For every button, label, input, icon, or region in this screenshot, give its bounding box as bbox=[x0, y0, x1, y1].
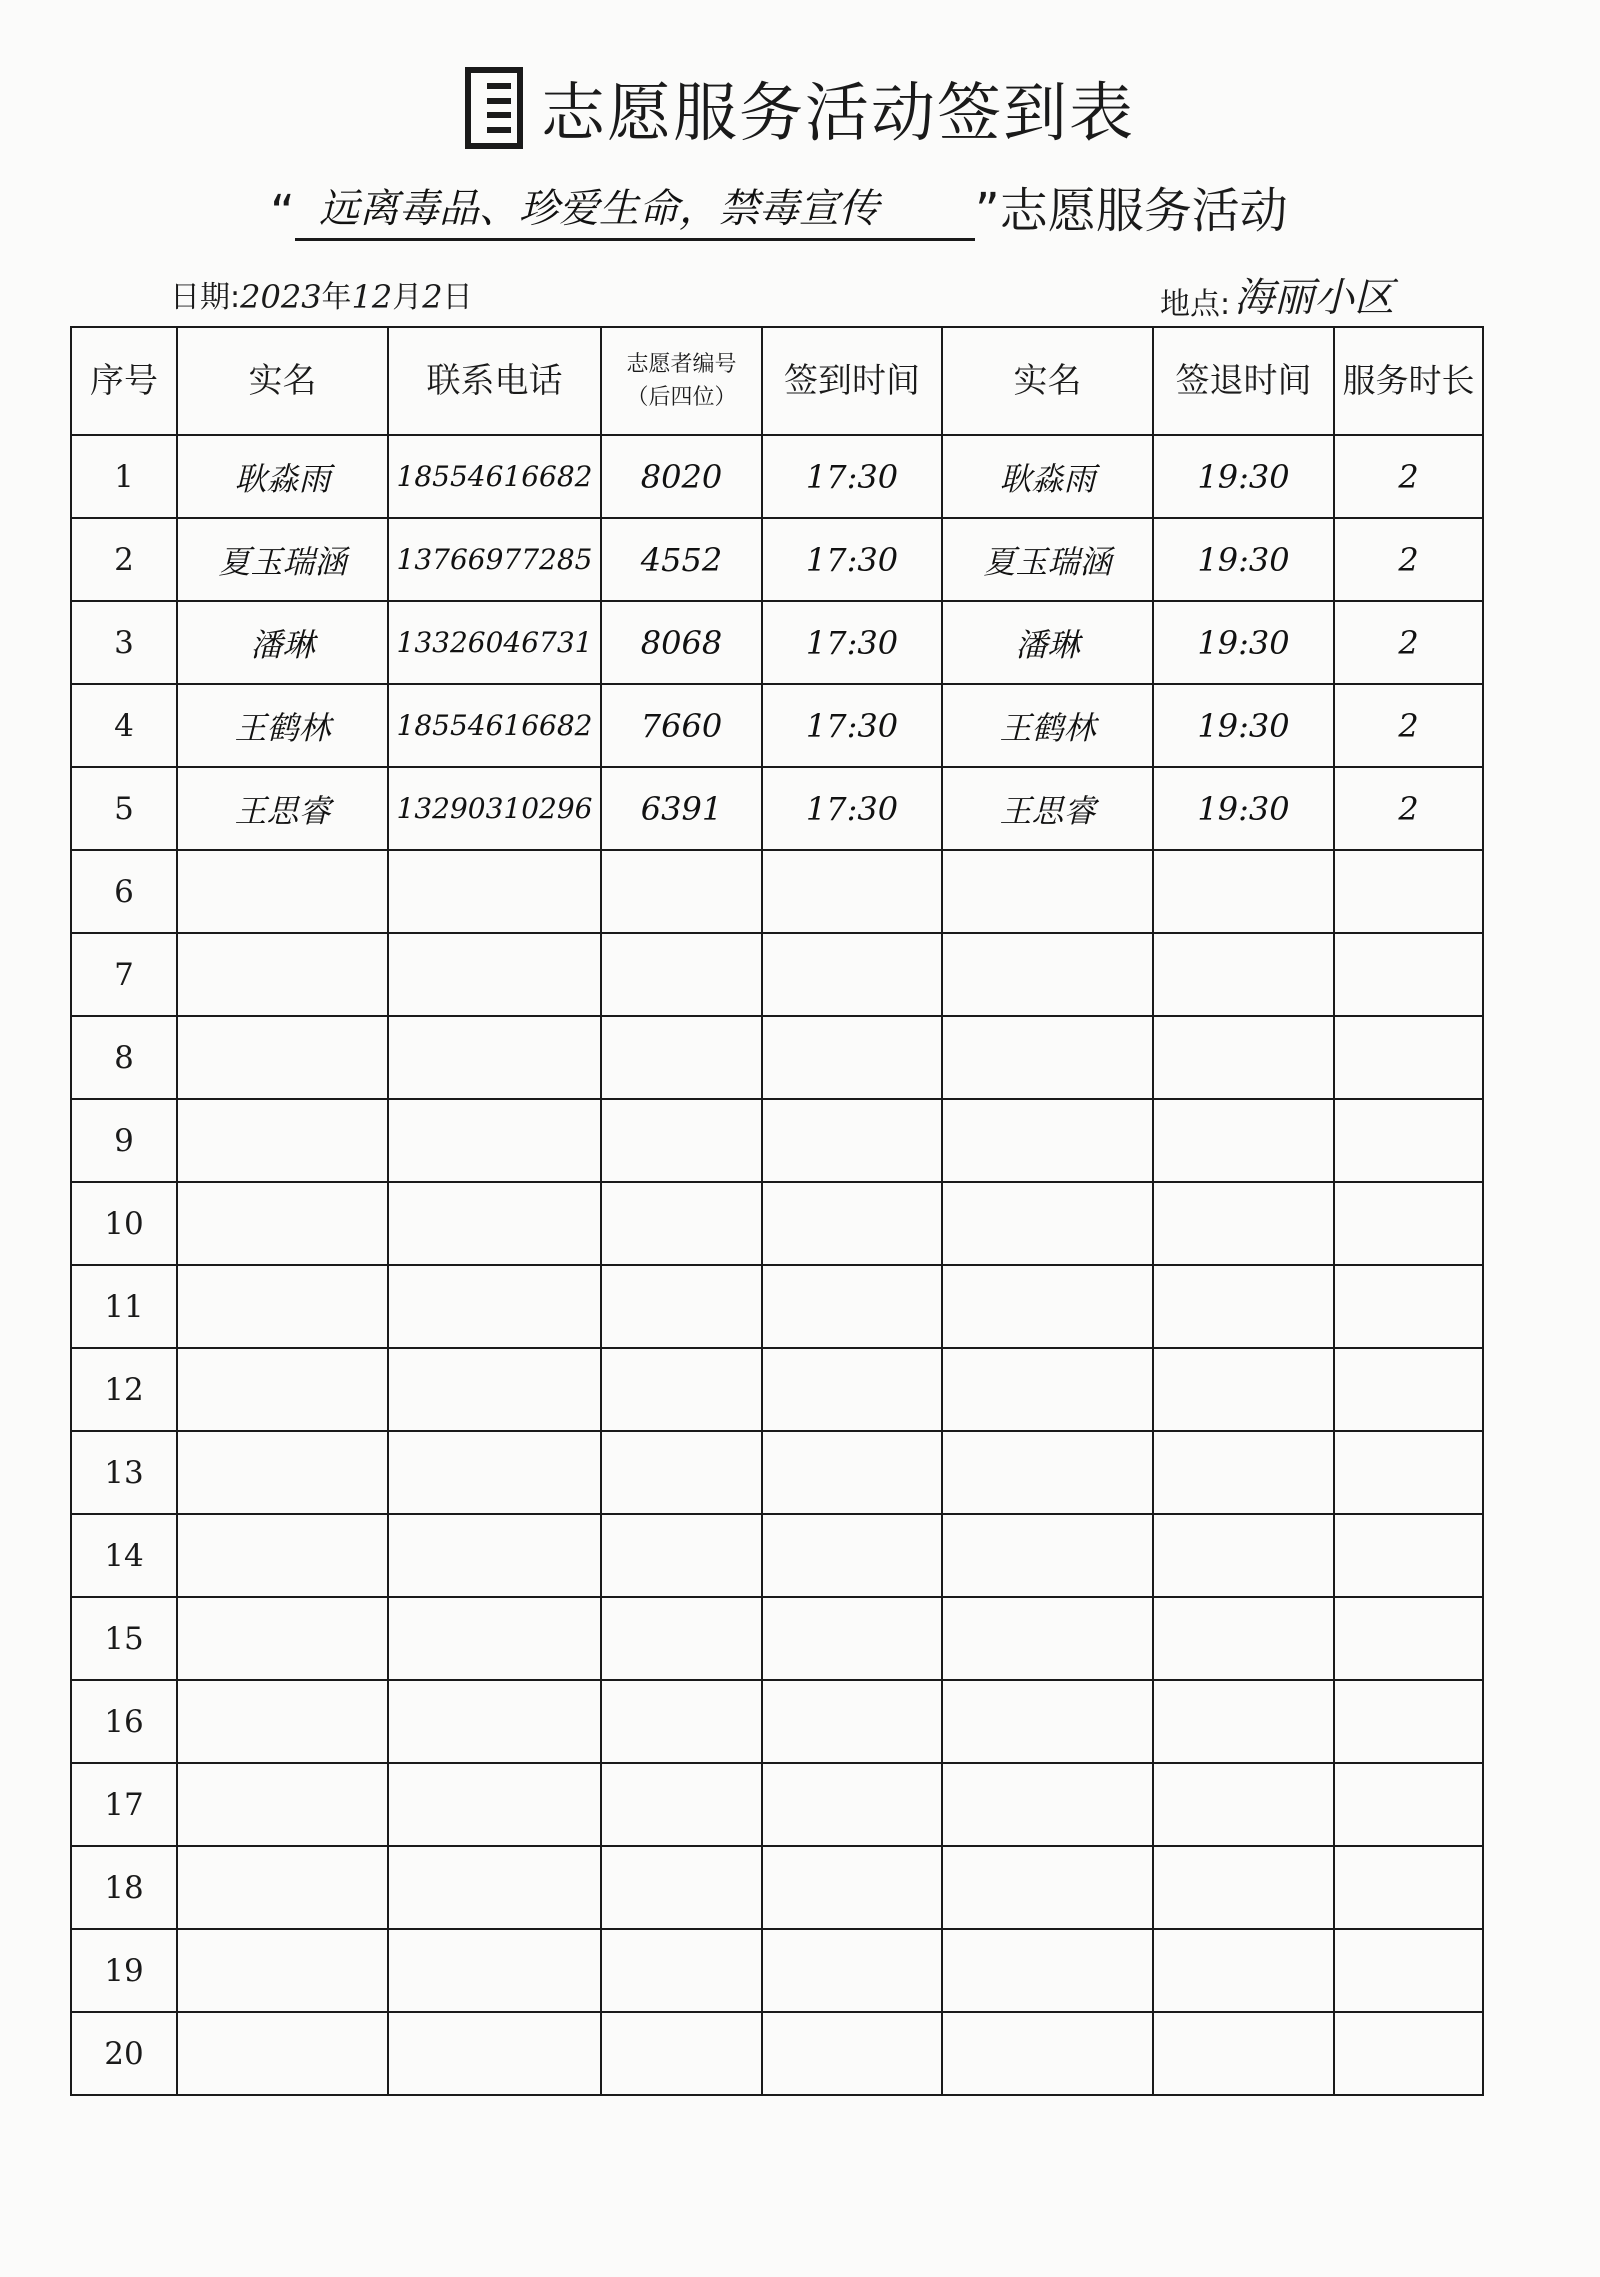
row-index: 3 bbox=[71, 601, 177, 684]
table-row bbox=[71, 1929, 1483, 2012]
sign-in-time bbox=[762, 2012, 942, 2095]
col-header-volunteer-id-line2: （后四位） bbox=[626, 385, 737, 410]
date-month: 12 bbox=[351, 278, 393, 316]
sign-in-time bbox=[762, 1514, 942, 1597]
service-hours: 2 bbox=[1334, 601, 1483, 684]
sign-out-time bbox=[1153, 1265, 1334, 1348]
signer-name-in bbox=[177, 1846, 388, 1929]
sign-out-time bbox=[1153, 1846, 1334, 1929]
row-index: 12 bbox=[71, 1348, 177, 1431]
service-hours bbox=[1334, 850, 1483, 933]
table-row bbox=[71, 1431, 1483, 1514]
volunteer-id bbox=[601, 1846, 762, 1929]
row-index: 2 bbox=[71, 518, 177, 601]
signer-name-in bbox=[177, 1514, 388, 1597]
signer-name-out: 潘琳 bbox=[942, 601, 1153, 684]
signer-name-out bbox=[942, 1763, 1153, 1846]
phone-number bbox=[388, 2012, 601, 2095]
service-hours: 2 bbox=[1334, 435, 1483, 518]
service-hours bbox=[1334, 1265, 1483, 1348]
organization-logo-icon bbox=[465, 67, 523, 149]
signer-name-in bbox=[177, 1016, 388, 1099]
sign-out-time: 19:30 bbox=[1153, 518, 1334, 601]
signer-name-in bbox=[177, 2012, 388, 2095]
volunteer-id bbox=[601, 1016, 762, 1099]
sign-in-time bbox=[762, 1680, 942, 1763]
volunteer-id bbox=[601, 1680, 762, 1763]
volunteer-id bbox=[601, 933, 762, 1016]
row-index: 5 bbox=[71, 767, 177, 850]
signer-name-in: 夏玉瑞涵 bbox=[177, 518, 388, 601]
signer-name-in bbox=[177, 1431, 388, 1514]
service-hours bbox=[1334, 1763, 1483, 1846]
sign-in-time bbox=[762, 1182, 942, 1265]
table-row bbox=[71, 1597, 1483, 1680]
phone-number bbox=[388, 1763, 601, 1846]
row-index: 9 bbox=[71, 1099, 177, 1182]
table-row bbox=[71, 850, 1483, 933]
signer-name-in bbox=[177, 1348, 388, 1431]
signer-name-in: 王思睿 bbox=[177, 767, 388, 850]
table-row bbox=[71, 518, 1483, 601]
table-row bbox=[71, 601, 1483, 684]
sign-in-time: 17:30 bbox=[762, 684, 942, 767]
row-index: 13 bbox=[71, 1431, 177, 1514]
signer-name-in bbox=[177, 933, 388, 1016]
sign-in-time: 17:30 bbox=[762, 767, 942, 850]
volunteer-id bbox=[601, 850, 762, 933]
volunteer-id bbox=[601, 1099, 762, 1182]
sign-out-time: 19:30 bbox=[1153, 767, 1334, 850]
service-hours bbox=[1334, 1597, 1483, 1680]
table-row bbox=[71, 1265, 1483, 1348]
volunteer-id bbox=[601, 1763, 762, 1846]
sign-out-time bbox=[1153, 1929, 1334, 2012]
activity-name-field: 远离毒品、珍爱生命，禁毒宣传 bbox=[295, 177, 975, 241]
col-header-volunteer-id bbox=[601, 327, 762, 435]
service-hours bbox=[1334, 1182, 1483, 1265]
volunteer-id bbox=[601, 1431, 762, 1514]
phone-number bbox=[388, 1016, 601, 1099]
volunteer-id: 8020 bbox=[601, 435, 762, 518]
service-hours bbox=[1334, 1348, 1483, 1431]
date-year: 2023 bbox=[240, 278, 322, 316]
phone-number bbox=[388, 1846, 601, 1929]
sign-in-time bbox=[762, 850, 942, 933]
row-index: 20 bbox=[71, 2012, 177, 2095]
page-title bbox=[0, 62, 1600, 154]
row-index: 6 bbox=[71, 850, 177, 933]
row-index: 1 bbox=[71, 435, 177, 518]
volunteer-id bbox=[601, 1929, 762, 2012]
sign-out-time: 19:30 bbox=[1153, 435, 1334, 518]
service-hours bbox=[1334, 1929, 1483, 2012]
row-index: 14 bbox=[71, 1514, 177, 1597]
volunteer-id bbox=[601, 1348, 762, 1431]
table-row bbox=[71, 933, 1483, 1016]
phone-number: 18554616682 bbox=[388, 684, 601, 767]
col-header-index: 序号 bbox=[71, 327, 177, 435]
table-row bbox=[71, 1680, 1483, 1763]
signer-name-in bbox=[177, 850, 388, 933]
col-header-service-hours: 服务时长 bbox=[1334, 327, 1483, 435]
sign-out-time bbox=[1153, 1182, 1334, 1265]
signer-name-in bbox=[177, 1265, 388, 1348]
row-index: 17 bbox=[71, 1763, 177, 1846]
date-year-unit: 年 bbox=[321, 280, 352, 315]
sign-out-time bbox=[1153, 1099, 1334, 1182]
col-header-phone: 联系电话 bbox=[388, 327, 601, 435]
table-row bbox=[71, 1099, 1483, 1182]
sign-in-time bbox=[762, 1431, 942, 1514]
signer-name-out bbox=[942, 1846, 1153, 1929]
signer-name-out bbox=[942, 1182, 1153, 1265]
signer-name-in bbox=[177, 1099, 388, 1182]
title-text: 志愿服务活动签到表 bbox=[541, 77, 1135, 151]
col-header-sign-in-time: 签到时间 bbox=[762, 327, 942, 435]
table-row bbox=[71, 2012, 1483, 2095]
location-line bbox=[1160, 266, 1394, 323]
table-row bbox=[71, 1182, 1483, 1265]
signer-name-in bbox=[177, 1597, 388, 1680]
sign-out-time bbox=[1153, 933, 1334, 1016]
signer-name-out: 王鹤林 bbox=[942, 684, 1153, 767]
signer-name-in bbox=[177, 1929, 388, 2012]
phone-number: 13326046731 bbox=[388, 601, 601, 684]
signer-name-in bbox=[177, 1680, 388, 1763]
sign-in-time bbox=[762, 1763, 942, 1846]
volunteer-id bbox=[601, 1265, 762, 1348]
signer-name-out bbox=[942, 1431, 1153, 1514]
table-row bbox=[71, 1763, 1483, 1846]
date-line bbox=[170, 272, 473, 316]
table-row bbox=[71, 1016, 1483, 1099]
service-hours: 2 bbox=[1334, 518, 1483, 601]
sign-in-time: 17:30 bbox=[762, 435, 942, 518]
row-index: 18 bbox=[71, 1846, 177, 1929]
phone-number bbox=[388, 850, 601, 933]
sign-out-time bbox=[1153, 2012, 1334, 2095]
signer-name-out bbox=[942, 1265, 1153, 1348]
volunteer-id bbox=[601, 1514, 762, 1597]
sign-out-time bbox=[1153, 1680, 1334, 1763]
service-hours: 2 bbox=[1334, 767, 1483, 850]
phone-number: 13766977285 bbox=[388, 518, 601, 601]
service-hours: 2 bbox=[1334, 684, 1483, 767]
signer-name-out bbox=[942, 2012, 1153, 2095]
signer-name-out bbox=[942, 1099, 1153, 1182]
phone-number bbox=[388, 1680, 601, 1763]
table-row bbox=[71, 1514, 1483, 1597]
service-hours bbox=[1334, 1680, 1483, 1763]
sign-out-time bbox=[1153, 1348, 1334, 1431]
volunteer-id: 6391 bbox=[601, 767, 762, 850]
date-day: 2 bbox=[422, 278, 443, 316]
signer-name-in: 耿淼雨 bbox=[177, 435, 388, 518]
signer-name-out: 耿淼雨 bbox=[942, 435, 1153, 518]
sign-in-time bbox=[762, 1597, 942, 1680]
date-month-unit: 月 bbox=[392, 280, 423, 315]
signer-name-out bbox=[942, 1514, 1153, 1597]
phone-number bbox=[388, 1514, 601, 1597]
signer-name-in bbox=[177, 1182, 388, 1265]
signer-name-out bbox=[942, 1016, 1153, 1099]
table-row bbox=[71, 1348, 1483, 1431]
date-day-unit: 日 bbox=[442, 280, 473, 315]
table-row bbox=[71, 435, 1483, 518]
service-hours bbox=[1334, 2012, 1483, 2095]
row-index: 4 bbox=[71, 684, 177, 767]
signer-name-out bbox=[942, 933, 1153, 1016]
phone-number bbox=[388, 1597, 601, 1680]
service-hours bbox=[1334, 1099, 1483, 1182]
table-row bbox=[71, 767, 1483, 850]
volunteer-id: 4552 bbox=[601, 518, 762, 601]
phone-number: 13290310296 bbox=[388, 767, 601, 850]
phone-number bbox=[388, 1099, 601, 1182]
sign-in-time: 17:30 bbox=[762, 518, 942, 601]
phone-number bbox=[388, 1265, 601, 1348]
col-header-sign-out-time: 签退时间 bbox=[1153, 327, 1334, 435]
volunteer-id bbox=[601, 1182, 762, 1265]
row-index: 19 bbox=[71, 1929, 177, 2012]
sign-in-time bbox=[762, 1016, 942, 1099]
volunteer-id bbox=[601, 1597, 762, 1680]
sign-in-time bbox=[762, 1348, 942, 1431]
signer-name-in: 王鹤林 bbox=[177, 684, 388, 767]
phone-number bbox=[388, 1929, 601, 2012]
row-index: 16 bbox=[71, 1680, 177, 1763]
col-header-name-out: 实名 bbox=[942, 327, 1153, 435]
sign-out-time: 19:30 bbox=[1153, 684, 1334, 767]
row-index: 10 bbox=[71, 1182, 177, 1265]
signer-name-in: 潘琳 bbox=[177, 601, 388, 684]
sign-in-time: 17:30 bbox=[762, 601, 942, 684]
col-header-volunteer-id-line1: 志愿者编号 bbox=[626, 352, 737, 377]
sign-out-time bbox=[1153, 1763, 1334, 1846]
sign-out-time bbox=[1153, 1431, 1334, 1514]
table-row bbox=[71, 1846, 1483, 1929]
activity-line bbox=[270, 172, 1330, 241]
sign-out-time bbox=[1153, 1016, 1334, 1099]
row-index: 8 bbox=[71, 1016, 177, 1099]
location-label: 地点: bbox=[1160, 287, 1231, 322]
signer-name-out bbox=[942, 1597, 1153, 1680]
phone-number: 18554616682 bbox=[388, 435, 601, 518]
service-hours bbox=[1334, 1846, 1483, 1929]
volunteer-id: 8068 bbox=[601, 601, 762, 684]
sign-in-time bbox=[762, 1929, 942, 2012]
location-value: 海丽小区 bbox=[1234, 275, 1395, 321]
sign-out-time bbox=[1153, 1514, 1334, 1597]
signer-name-out bbox=[942, 850, 1153, 933]
date-label: 日期: bbox=[170, 280, 241, 315]
volunteer-id: 7660 bbox=[601, 684, 762, 767]
sign-out-time: 19:30 bbox=[1153, 601, 1334, 684]
table-header-row bbox=[71, 327, 1483, 435]
activity-open-quote: “ bbox=[270, 185, 295, 241]
sign-in-time bbox=[762, 1265, 942, 1348]
phone-number bbox=[388, 1182, 601, 1265]
service-hours bbox=[1334, 1431, 1483, 1514]
signer-name-out: 夏玉瑞涵 bbox=[942, 518, 1153, 601]
sign-in-time bbox=[762, 1846, 942, 1929]
phone-number bbox=[388, 1431, 601, 1514]
signer-name-out bbox=[942, 1348, 1153, 1431]
signer-name-out: 王思睿 bbox=[942, 767, 1153, 850]
volunteer-id bbox=[601, 2012, 762, 2095]
phone-number bbox=[388, 933, 601, 1016]
activity-suffix: ”志愿服务活动 bbox=[974, 183, 1288, 239]
signin-table bbox=[70, 326, 1484, 2096]
service-hours bbox=[1334, 1016, 1483, 1099]
col-header-name-in: 实名 bbox=[177, 327, 388, 435]
signer-name-in bbox=[177, 1763, 388, 1846]
row-index: 7 bbox=[71, 933, 177, 1016]
signer-name-out bbox=[942, 1680, 1153, 1763]
sign-out-time bbox=[1153, 1597, 1334, 1680]
table-row bbox=[71, 684, 1483, 767]
row-index: 11 bbox=[71, 1265, 177, 1348]
signer-name-out bbox=[942, 1929, 1153, 2012]
sign-in-time bbox=[762, 1099, 942, 1182]
sign-out-time bbox=[1153, 850, 1334, 933]
service-hours bbox=[1334, 933, 1483, 1016]
service-hours bbox=[1334, 1514, 1483, 1597]
sign-in-time bbox=[762, 933, 942, 1016]
phone-number bbox=[388, 1348, 601, 1431]
row-index: 15 bbox=[71, 1597, 177, 1680]
